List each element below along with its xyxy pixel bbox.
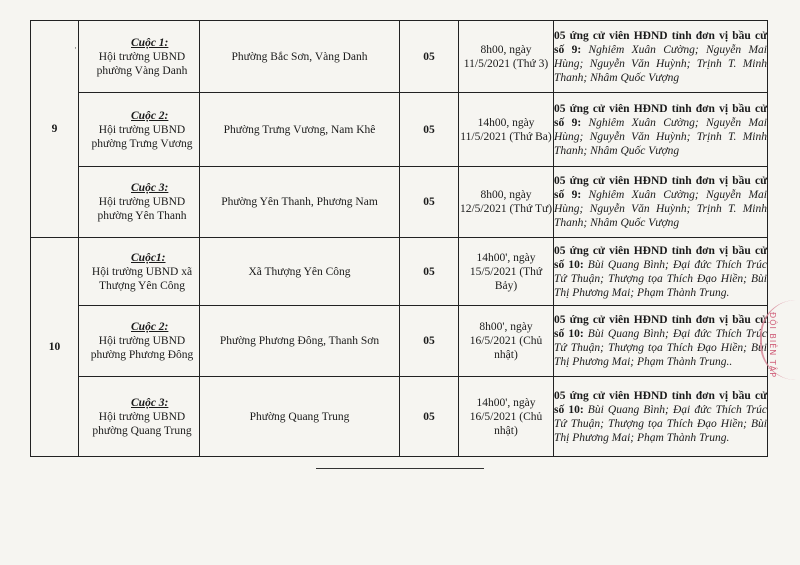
group-number: 10 — [48, 341, 61, 353]
time-cell: 8h00', ngày 16/5/2021 (Chủ nhật) — [459, 306, 554, 377]
candidates-cell — [554, 238, 768, 306]
group-number-cell — [31, 238, 79, 457]
group-number-cell — [31, 21, 79, 238]
candidates-lead: 05 ứng cử viên HĐND tỉnh đơn vị bầu cử số 10: — [554, 314, 767, 340]
table-row — [31, 238, 768, 306]
candidates-cell — [554, 167, 768, 238]
venue-name: Hội trường UBND phường Quang Trung — [92, 410, 192, 437]
candidate-count-cell: 05 — [400, 377, 459, 457]
candidate-count-cell: 05 — [400, 306, 459, 377]
venue-cell — [79, 167, 200, 238]
candidates-lead: 05 ứng cử viên HĐND tỉnh đơn vị bầu cử số 9: — [554, 102, 767, 129]
candidates-names: Nghiêm Xuân Cường; Nguyễn Mai Hùng; Nguyễn Văn Huỳnh; Trịnh T. Minh Thanh; Nhâm Quốc Vượng — [554, 43, 767, 84]
table-row — [31, 306, 768, 377]
wards-cell: Xã Thượng Yên Công — [200, 238, 400, 306]
venue-name: Hội trường UBND phường Trưng Vương — [91, 123, 193, 150]
venue-cell — [79, 238, 200, 306]
candidates-names: Bùi Quang Bình; Đại đức Thích Trúc Tứ Thuận; Thượng tọa Thích Đạo Hiền; Bùi Thị Phương Mai; Phạm Thành Trung. — [554, 403, 767, 444]
candidates-lead: 05 ứng cử viên HĐND tỉnh đơn vị bầu cử số 9: — [554, 175, 767, 201]
candidate-count-cell: 05 — [400, 21, 459, 93]
venue-cell — [79, 21, 200, 93]
candidates-names: Nghiêm Xuân Cường; Nguyễn Mai Hùng; Nguyễn Văn Huỳnh; Trịnh T. Minh Thanh; Nhâm Quốc Vượng — [554, 116, 767, 157]
seal-stamp-text: ĐỘI BIÊN TẬP — [768, 312, 777, 379]
closing-rule — [316, 468, 484, 469]
session-label: Cuộc 3: — [131, 182, 169, 194]
time-cell: 14h00, ngày 11/5/2021 (Thứ Ba) — [459, 93, 554, 167]
candidates-lead: 05 ứng cử viên HĐND tỉnh đơn vị bầu cử số 10: — [554, 244, 767, 271]
candidates-cell — [554, 377, 768, 457]
candidate-count-cell: 05 — [400, 238, 459, 306]
candidates-lead: 05 ứng cử viên HĐND tỉnh đơn vị bầu cử số 10: — [554, 389, 767, 416]
candidates-cell — [554, 306, 768, 377]
table-row — [31, 377, 768, 457]
meeting-schedule-table — [30, 20, 768, 457]
session-label: Cuộc 1: — [131, 36, 169, 49]
candidates-names: Bùi Quang Bình; Đại đức Thích Trúc Tứ Thuận; Thượng tọa Thích Đạo Hiền; Bùi Thị Phương Mai; Phạm Thành Trung.. — [554, 328, 767, 368]
candidates-lead: 05 ứng cử viên HĐND tỉnh đơn vị bầu cử số 9: — [554, 29, 767, 56]
venue-name: Hội trường UBND phường Vàng Danh — [96, 50, 188, 77]
session-label: Cuộc 2: — [131, 321, 169, 333]
session-label: Cuộc 3: — [131, 396, 169, 409]
venue-name: Hội trường UBND phường Yên Thanh — [97, 196, 187, 222]
venue-name: Hội trường UBND xã Thượng Yên Công — [91, 265, 193, 292]
candidates-cell — [554, 21, 768, 93]
candidates-names: Bùi Quang Bình; Đại đức Thích Trúc Tứ Thuận; Thượng tọa Thích Đạo Hiền; Bùi Thị Phương Mai; Phạm Thành Trung. — [554, 258, 767, 299]
time-cell: 14h00', ngày 15/5/2021 (Thứ Bảy) — [459, 238, 554, 306]
time-cell: 8h00, ngày 12/5/2021 (Thứ Tư) — [459, 167, 554, 238]
venue-cell — [79, 377, 200, 457]
table-row — [31, 93, 768, 167]
venue-cell — [79, 93, 200, 167]
group-number: 9 — [51, 123, 58, 135]
wards-cell: Phường Bắc Sơn, Vàng Danh — [200, 21, 400, 93]
stray-mark: · — [74, 43, 77, 53]
candidates-cell — [554, 93, 768, 167]
session-label: Cuộc 2: — [131, 109, 169, 122]
table-row — [31, 21, 768, 93]
wards-cell: Phường Yên Thanh, Phương Nam — [200, 167, 400, 238]
session-label: Cuộc1: — [131, 251, 166, 264]
time-cell: 8h00, ngày 11/5/2021 (Thứ 3) — [459, 21, 554, 93]
venue-cell — [79, 306, 200, 377]
venue-name: Hội trường UBND phường Phương Đông — [90, 335, 194, 361]
wards-cell: Phường Phương Đông, Thanh Sơn — [200, 306, 400, 377]
candidate-count-cell: 05 — [400, 93, 459, 167]
time-cell: 14h00', ngày 16/5/2021 (Chủ nhật) — [459, 377, 554, 457]
wards-cell: Phường Quang Trung — [200, 377, 400, 457]
wards-cell: Phường Trưng Vương, Nam Khê — [200, 93, 400, 167]
candidate-count-cell: 05 — [400, 167, 459, 238]
table-row — [31, 167, 768, 238]
candidates-names: Nghiêm Xuân Cường; Nguyễn Mai Hùng; Nguyễn Văn Huỳnh; Trịnh T. Minh Thanh; Nhâm Quốc Vượng — [554, 189, 767, 229]
